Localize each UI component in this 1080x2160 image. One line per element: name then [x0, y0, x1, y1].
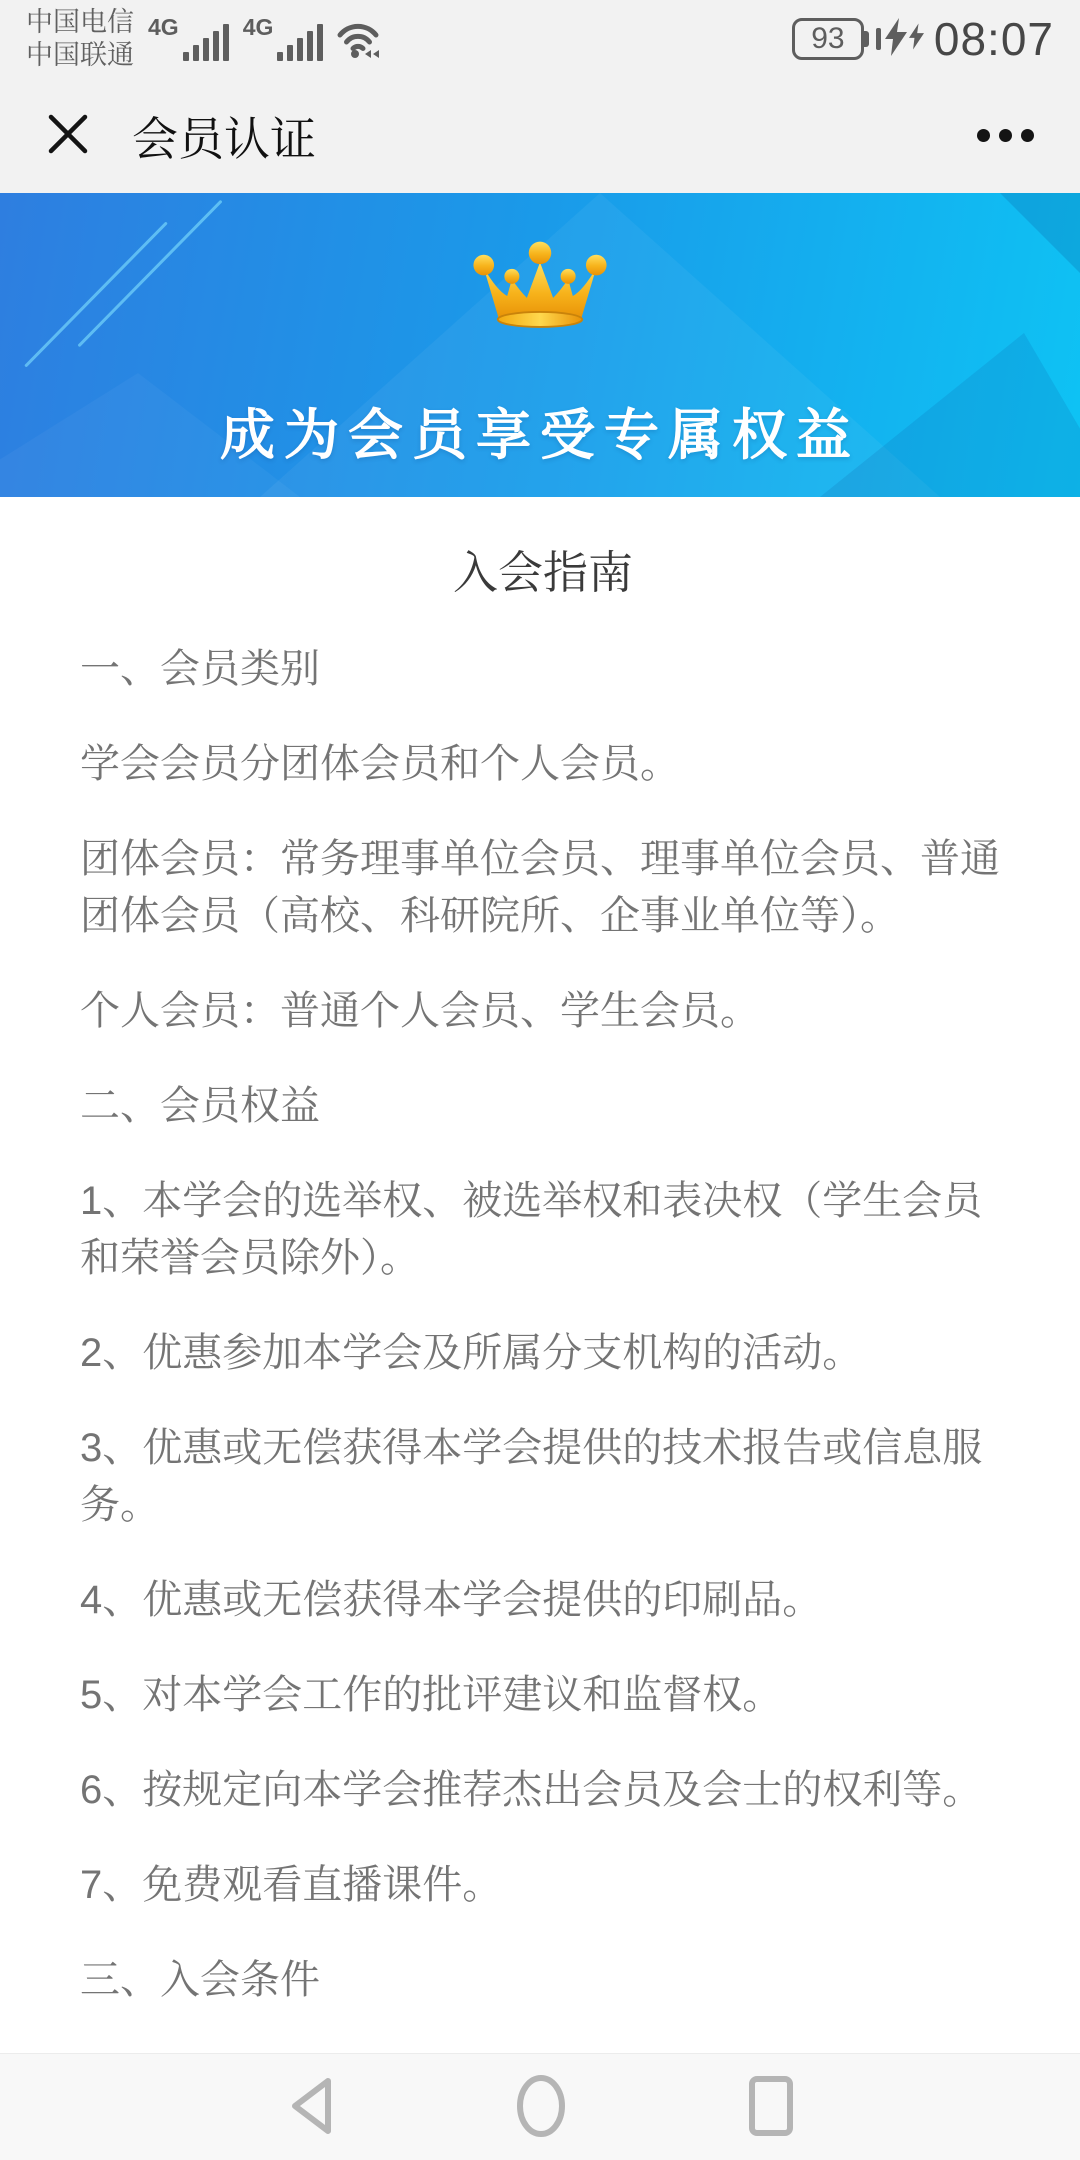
paragraph: 1、本学会的选举权、被选举权和表决权（学生会员和荣誉会员除外）。: [80, 1179, 983, 1280]
signal-bars-icon: [277, 24, 323, 61]
guide-title: 入会指南: [452, 547, 633, 598]
status-bar: [0, 0, 1080, 78]
more-menu-button[interactable]: [977, 119, 1034, 152]
paragraph: 三、入会条件: [80, 1958, 320, 2002]
banner-line-decoration: [24, 221, 168, 367]
signal-group-1: [148, 14, 229, 61]
recents-button[interactable]: [748, 2075, 794, 2140]
paragraph: 学会会员分团体会员和个人会员。: [80, 742, 680, 786]
charge-indicator-icon: [876, 28, 881, 50]
paragraph: 5、对本学会工作的批评建议和监督权。: [80, 1673, 783, 1717]
paragraph: 6、按规定向本学会推荐杰出会员及会士的权利等。: [80, 1768, 983, 1812]
paragraph: 7、免费观看直播课件。: [80, 1863, 503, 1907]
paragraph: 二、会员权益: [80, 1084, 320, 1128]
close-button[interactable]: [46, 112, 90, 159]
status-bar-right: [792, 12, 1054, 66]
paragraph: 个人会员：普通个人会员、学生会员。: [80, 989, 760, 1033]
paragraph: 2、优惠参加本学会及所属分支机构的活动。: [80, 1331, 863, 1375]
home-button[interactable]: [516, 2073, 566, 2142]
battery-percent: 93: [811, 22, 845, 55]
signal-group-2: [242, 14, 324, 61]
back-icon: [286, 2074, 334, 2141]
crown-icon: [465, 241, 615, 341]
membership-banner: [0, 193, 1080, 497]
android-navigation-bar: [0, 2053, 1080, 2160]
clock-time: 08:07: [933, 13, 1054, 65]
nav-bar: [0, 78, 1080, 193]
wifi-icon: [335, 16, 385, 63]
banner-headline: 成为会员享受专属权益: [219, 404, 860, 466]
network-type-badge: 4G: [242, 14, 274, 40]
paragraph: 4、优惠或无偿获得本学会提供的印刷品。: [80, 1578, 823, 1622]
paragraph: 一、会员类别: [80, 647, 320, 691]
page-title: 会员认证: [132, 112, 316, 165]
paragraph: 3、优惠或无偿获得本学会提供的技术报告或信息服务。: [80, 1426, 983, 1527]
banner-triangle-decoration: [980, 193, 1080, 273]
battery-icon: [792, 18, 864, 60]
recents-icon: [748, 2075, 794, 2140]
charging-bolt-icon: [885, 18, 907, 61]
more-menu-icon: [977, 129, 1034, 142]
banner-line-decoration: [77, 200, 222, 348]
home-icon: [516, 2073, 566, 2142]
signal-bars-icon: [183, 24, 229, 61]
network-type-badge: 4G: [148, 14, 179, 40]
carrier-2-label: 中国联通: [26, 40, 134, 70]
paragraph: 团体会员：常务理事单位会员、理事单位会员、普通团体会员（高校、科研院所、企事业单位等）。: [80, 837, 1000, 938]
carrier-names: [26, 6, 134, 72]
back-button[interactable]: [286, 2074, 334, 2141]
charging-bolt-small-icon: [909, 23, 924, 55]
guide-document[interactable]: [0, 497, 1080, 2053]
carrier-1-label: 中国电信: [26, 7, 134, 37]
close-icon: [46, 112, 90, 159]
